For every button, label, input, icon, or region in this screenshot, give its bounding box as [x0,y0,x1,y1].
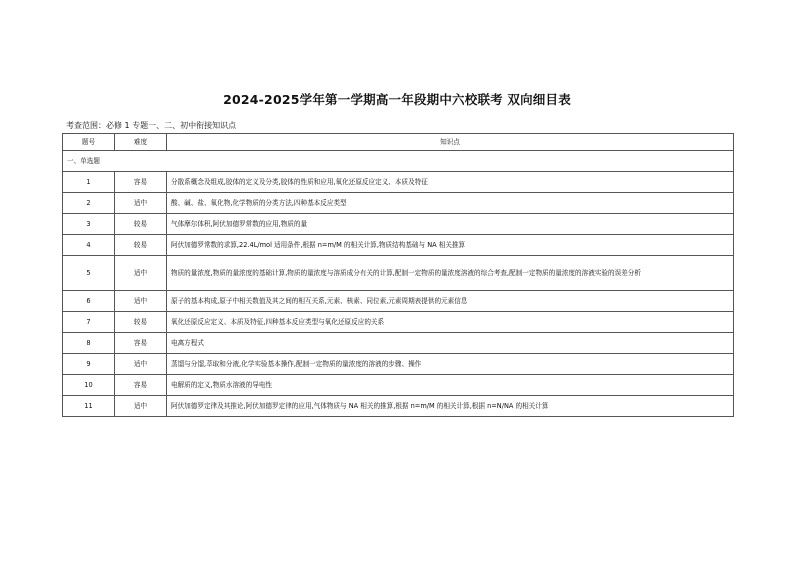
question-number: 7 [63,312,115,333]
difficulty-cell: 较易 [115,214,167,235]
header-num: 题号 [63,134,115,151]
question-number: 8 [63,333,115,354]
table-header-row [63,134,734,151]
table-row [63,172,734,193]
knowledge-cell: 阿伏加德罗常数的求算,22.4L/mol 适用条件,根据 n=m/M 的相关计算,物质结构基础与 NA 相关推算 [167,235,734,256]
difficulty-cell: 适中 [115,396,167,417]
question-number: 10 [63,375,115,396]
knowledge-cell: 蒸馏与分馏,萃取和分液,化学实验基本操作,配制一定物质的量浓度的溶液的步骤、操作 [167,354,734,375]
question-number: 11 [63,396,115,417]
knowledge-cell: 分散系概念及组成,胶体的定义及分类,胶体的性质和应用,氧化还原反应定义、本质及特征 [167,172,734,193]
knowledge-cell: 酸、碱、盐、氧化物,化学物质的分类方法,四种基本反应类型 [167,193,734,214]
table-row [63,214,734,235]
section-label: 一、单选题 [63,151,734,172]
table-row [63,375,734,396]
difficulty-cell: 适中 [115,291,167,312]
header-knowledge: 知识点 [167,134,734,151]
question-number: 2 [63,193,115,214]
page-title: 2024-2025学年第一学期高一年段期中六校联考 双向细目表 [223,92,571,107]
question-number: 4 [63,235,115,256]
knowledge-cell: 阿伏加德罗定律及其推论,阿伏加德罗定律的应用,气体物质与 NA 相关的推算,根据 n=m/M 的相关计算,根据 n=N/NA 的相关计算 [167,396,734,417]
table-row [63,193,734,214]
knowledge-cell: 气体摩尔体积,阿伏加德罗常数的应用,物质的量 [167,214,734,235]
difficulty-cell: 适中 [115,354,167,375]
difficulty-cell: 较易 [115,235,167,256]
table-row [63,333,734,354]
question-number: 5 [63,256,115,291]
table-row [63,312,734,333]
table-row [63,235,734,256]
difficulty-cell: 较易 [115,312,167,333]
knowledge-cell: 物质的量浓度,物质的量浓度的基础计算,物质的量浓度与溶质成分有关的计算,配制一定物质的量浓度溶液的综合考查,配制一定物质的量浓度的溶液实验的误差分析 [167,256,734,291]
knowledge-cell: 电离方程式 [167,333,734,354]
difficulty-cell: 容易 [115,172,167,193]
difficulty-cell: 适中 [115,193,167,214]
header-difficulty: 难度 [115,134,167,151]
question-number: 6 [63,291,115,312]
question-number: 3 [63,214,115,235]
exam-scope: 考查范围：必修 1 专题一、二、初中衔接知识点 [66,121,237,130]
table-row [63,354,734,375]
question-number: 9 [63,354,115,375]
difficulty-cell: 适中 [115,256,167,291]
difficulty-cell: 容易 [115,333,167,354]
spec-table [62,133,734,417]
section-row [63,151,734,172]
table-row [63,396,734,417]
table-row [63,291,734,312]
question-number: 1 [63,172,115,193]
table-row [63,256,734,291]
knowledge-cell: 原子的基本构成,原子中相关数值及其之间的相互关系,元素、核素、同位素,元素周期表提供的元素信息 [167,291,734,312]
difficulty-cell: 容易 [115,375,167,396]
knowledge-cell: 电解质的定义,物质水溶液的导电性 [167,375,734,396]
knowledge-cell: 氧化还原反应定义、本质及特征,四种基本反应类型与氧化还原反应的关系 [167,312,734,333]
